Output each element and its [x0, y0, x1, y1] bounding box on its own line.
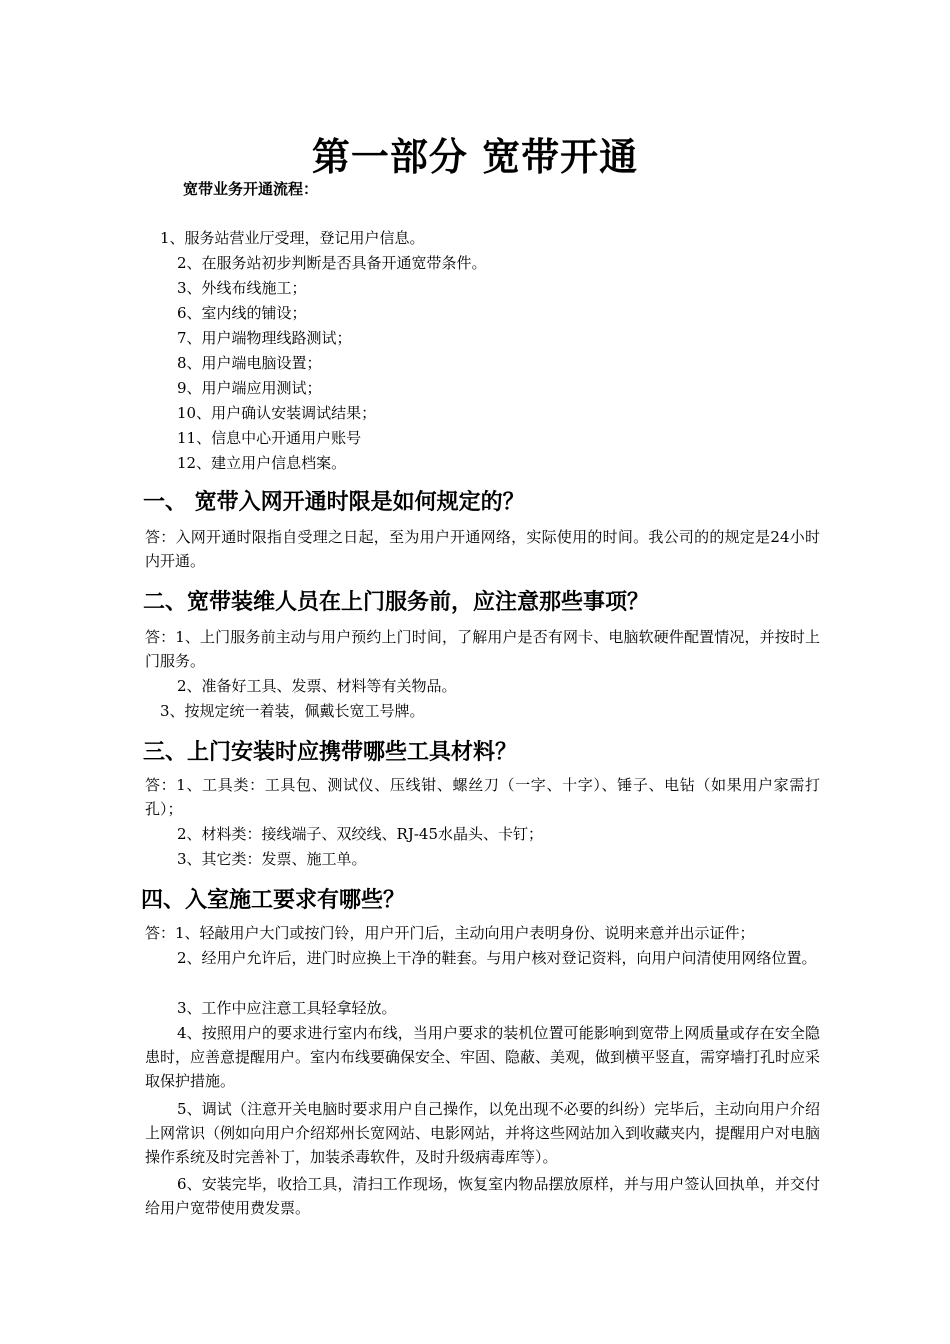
- step-item: 8、用户端电脑设置；: [177, 354, 322, 372]
- answer-line: 3、其它类：发票、施工单。: [177, 850, 367, 868]
- answer-paragraph: 答：1、工具类：工具包、测试仪、压线钳、螺丝刀（一字、十字）、锤子、电钻（如果用户家需打孔）；: [145, 776, 820, 818]
- step-item: 6、室内线的铺设；: [177, 304, 307, 322]
- step-item: 10、用户确认安装调试结果；: [177, 404, 377, 422]
- process-subtitle: 宽带业务开通流程：: [183, 180, 319, 198]
- answer-paragraph: 答：入网开通时限指自受理之日起，至为用户开通网络，实际使用的时间。我公司的的规定是24小时内开通。: [145, 528, 820, 570]
- answer-line: 2、准备好工具、发票、材料等有关物品。: [177, 677, 457, 695]
- page-title: 第一部分 宽带开通: [311, 135, 639, 179]
- step-item: 9、用户端应用测试；: [177, 379, 322, 397]
- answer-paragraph: 答：1、轻敲用户大门或按门铃，用户开门后，主动向用户表明身份、说明来意并出示证件；: [145, 924, 755, 942]
- answer-paragraph: 3、工作中应注意工具轻拿轻放。: [177, 999, 397, 1017]
- section-heading: 四、入室施工要求有哪些？: [141, 888, 406, 913]
- answer-line: 3、按规定统一着装，佩戴长宽工号牌。: [160, 702, 425, 720]
- section-heading: 一、 宽带入网开通时限是如何规定的？: [143, 490, 525, 515]
- step-item: 3、外线布线施工；: [177, 279, 307, 297]
- step-item: 7、用户端物理线路测试；: [177, 329, 352, 347]
- step-item: 1、服务站营业厅受理，登记用户信息。: [160, 229, 425, 247]
- answer-paragraph: 5、调试（注意开关电脑时要求用户自己操作，以免出现不必要的纠纷）完毕后，主动向用户介绍上网常识（例如向用户介绍郑州长宽网站、电影网站，并将这些网站加入到收藏夹内，提醒用户对电脑操作系统及时完善补丁，加装杀毒软件，及时升级病毒库等）。: [145, 1100, 821, 1166]
- answer-paragraph: 6、安装完毕，收拾工具，清扫工作现场，恢复室内物品摆放原样，并与用户签认回执单，并交付给用户宽带使用费发票。: [145, 1175, 820, 1217]
- section-heading: 二、宽带装维人员在上门服务前，应注意那些事项？: [143, 590, 650, 615]
- step-item: 11、信息中心开通用户账号: [177, 429, 362, 447]
- answer-paragraph: 答：1、上门服务前主动与用户预约上门时间，了解用户是否有网卡、电脑软硬件配置情况，并按时上门服务。: [145, 628, 820, 670]
- step-item: 2、在服务站初步判断是否具备开通宽带条件。: [177, 254, 487, 272]
- section-heading: 三、上门安装时应携带哪些工具材料？: [143, 740, 518, 765]
- step-item: 12、建立用户信息档案。: [177, 454, 347, 472]
- answer-paragraph: 2、经用户允许后，进门时应换上干净的鞋套。与用户核对登记资料，向用户问清使用网络位置。: [177, 949, 817, 967]
- answer-paragraph: 4、按照用户的要求进行室内布线，当用户要求的装机位置可能影响到宽带上网质量或存在安全隐患时，应善意提醒用户。室内布线要确保安全、牢固、隐蔽、美观，做到横平竖直，需穿墙打孔时应采取保护措施。: [145, 1024, 821, 1090]
- answer-line: 2、材料类：接线端子、双绞线、RJ-45水晶头、卡钉；: [177, 825, 544, 843]
